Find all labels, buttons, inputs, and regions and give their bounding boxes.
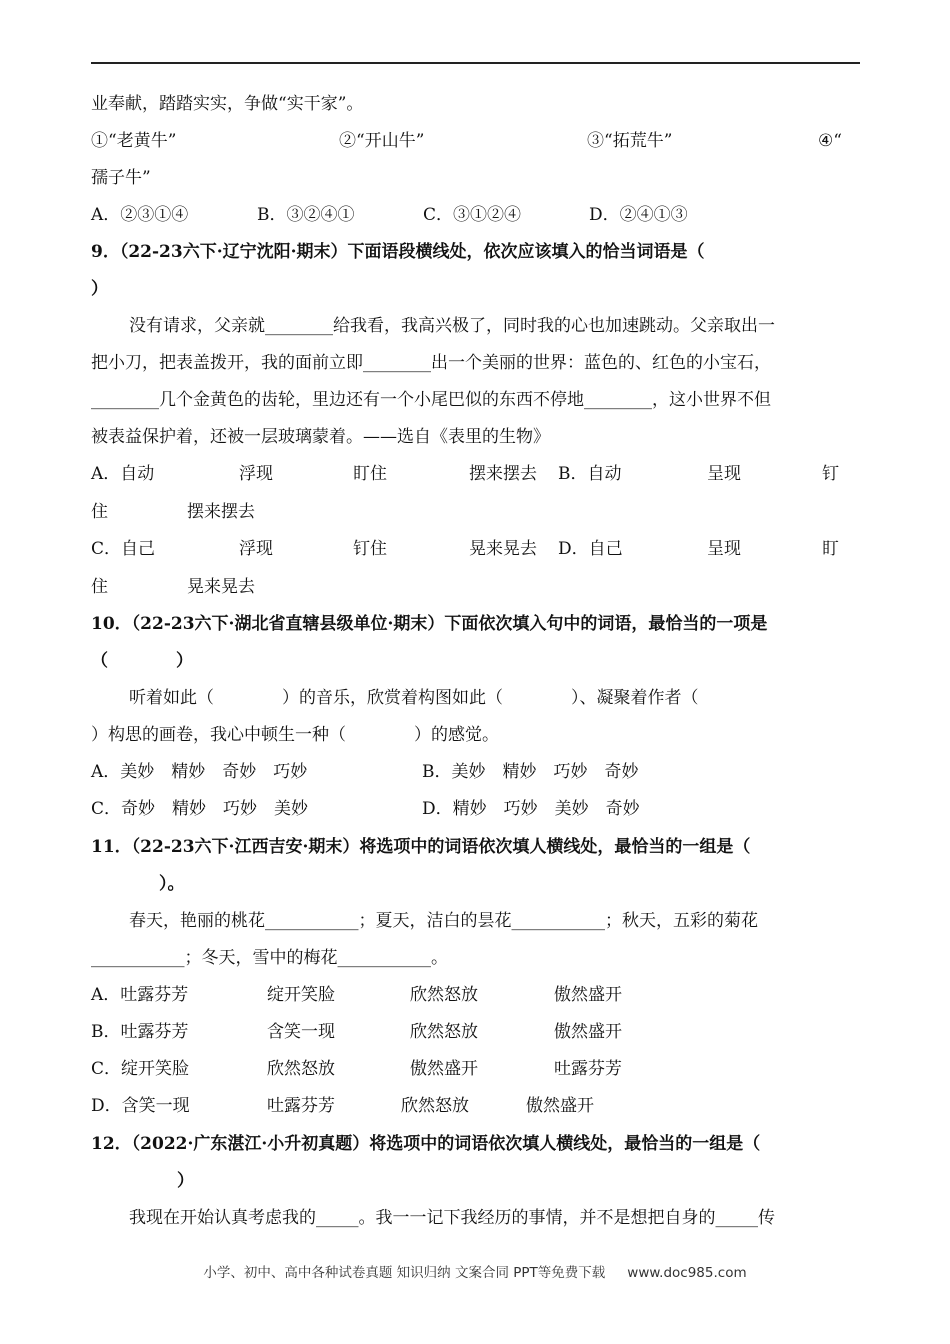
q8-option-a[interactable]: A．②③①④	[91, 205, 189, 225]
q11-option-a-word: 绽开笑脸	[267, 985, 335, 1005]
q9-option-a-word: 盯住	[353, 464, 387, 484]
footer-link[interactable]: www.doc985.com	[627, 1265, 747, 1281]
q9-option-d-word: 住	[91, 577, 108, 597]
q9-stem: 9．（22-23六下·辽宁沈阳·期末）下面语段横线处，依次应该填入的恰当词语是（	[91, 242, 705, 262]
q11-stem-end: ）。	[159, 874, 185, 894]
q9-option-d-word: 晃来晃去	[187, 577, 255, 597]
q11-option-d[interactable]: D．含笑一现	[91, 1096, 190, 1116]
q10-stem: 10．（22-23六下·湖北省直辖县级单位·期末）下面依次填入句中的词语，最恰当的一项是	[91, 614, 768, 634]
q8-item-3: ③“拓荒牛”	[587, 131, 673, 151]
q9-option-c-word: 钉住	[353, 539, 387, 559]
q9-option-d-word: 呈现	[707, 539, 741, 559]
q9-option-b-word: 摆来摆去	[187, 502, 255, 522]
q10-option-c[interactable]: C．奇妙 精妙 巧妙 美妙	[91, 799, 309, 819]
q12-passage-1: 我现在开始认真考虑我的_____。我一一记下我经历的事情，并不是想把自身的_____传	[129, 1208, 775, 1228]
q8-option-b[interactable]: B．③②④①	[257, 205, 355, 225]
q8-option-c[interactable]: C．③①②④	[423, 205, 522, 225]
q11-option-a-word: 傲然盛开	[554, 985, 622, 1005]
q9-option-b-word: 呈现	[707, 464, 741, 484]
q9-option-b-word: 钉	[822, 464, 839, 484]
q10-passage-2: ）构思的画卷，我心中顿生一种（ ）的感觉。	[91, 725, 499, 745]
q8-item-1: ①“老黄牛”	[91, 131, 177, 151]
q8-option-d[interactable]: D．②④①③	[589, 205, 688, 225]
q11-option-c-word: 欣然怒放	[267, 1059, 335, 1079]
q9-option-a-word: 浮现	[239, 464, 273, 484]
q12-stem: 12．（2022·广东湛江·小升初真题）将选项中的词语依次填人横线处，最恰当的一组是（	[91, 1134, 761, 1154]
q8-item-4a: ④“	[818, 131, 842, 151]
q11-option-d-word: 傲然盛开	[526, 1096, 594, 1116]
page-footer	[0, 1261, 950, 1281]
footer-text: 小学、初中、高中各种试卷真题 知识归纳 文案合同 PPT等免费下载	[203, 1265, 606, 1281]
q11-option-c-word: 吐露芬芳	[554, 1059, 622, 1079]
q11-passage-1: 春天，艳丽的桃花___________；夏天，洁白的昙花___________；秋天，五彩的菊花	[129, 911, 758, 931]
q9-option-b-word: 住	[91, 502, 108, 522]
q8-item-2: ②“开山牛”	[339, 131, 425, 151]
q10-stem-end: （ ）	[91, 651, 193, 671]
q11-passage-2: ___________；冬天，雪中的梅花___________。	[91, 948, 448, 968]
q10-option-b[interactable]: B．美妙 精妙 巧妙 奇妙	[422, 762, 639, 782]
q11-option-a[interactable]: A．吐露芬芳	[91, 985, 189, 1005]
q11-option-b[interactable]: B．吐露芬芳	[91, 1022, 189, 1042]
q8-tail: 业奉献，踏踏实实，争做“实干家”。	[91, 94, 364, 114]
q11-option-d-word: 欣然怒放	[401, 1096, 469, 1116]
q8-item-4b: 孺子牛”	[91, 168, 151, 188]
q12-stem-end: ）	[177, 1171, 194, 1191]
q9-option-b[interactable]: B．自动	[558, 464, 622, 484]
q11-option-b-word: 傲然盛开	[554, 1022, 622, 1042]
q11-option-d-word: 吐露芬芳	[267, 1096, 335, 1116]
header-rule	[91, 62, 860, 64]
q9-option-c-word: 晃来晃去	[469, 539, 537, 559]
q9-passage-4: 被表益保护着，还被一层玻璃蒙着。——选自《表里的生物》	[91, 427, 550, 447]
q9-stem-end: ）	[91, 279, 108, 299]
q10-passage-1: 听着如此（ ）的音乐，欣赏着构图如此（ ）、凝聚着作者（	[129, 688, 699, 708]
q9-option-d-word: 盯	[822, 539, 839, 559]
q9-option-d[interactable]: D．自己	[558, 539, 623, 559]
q10-option-a[interactable]: A．美妙 精妙 奇妙 巧妙	[91, 762, 308, 782]
q11-option-b-word: 欣然怒放	[410, 1022, 478, 1042]
q11-option-a-word: 欣然怒放	[410, 985, 478, 1005]
q9-option-a[interactable]: A．自动	[91, 464, 155, 484]
q9-passage-1: 没有请求，父亲就________给我看，我高兴极了，同时我的心也加速跳动。父亲取出一	[129, 316, 775, 336]
q11-option-b-word: 含笑一现	[267, 1022, 335, 1042]
q9-passage-3: ________几个金黄色的齿轮，里边还有一个小尾巴似的东西不停地________，这小世界不但	[91, 390, 771, 410]
q9-option-a-word: 摆来摆去	[469, 464, 537, 484]
q9-option-c[interactable]: C．自己	[91, 539, 156, 559]
q11-stem: 11．（22-23六下·江西吉安·期末）将选项中的词语依次填人横线处，最恰当的一组是（	[91, 837, 751, 857]
q11-option-c-word: 傲然盛开	[410, 1059, 478, 1079]
q9-option-c-word: 浮现	[239, 539, 273, 559]
q11-option-c[interactable]: C．绽开笑脸	[91, 1059, 190, 1079]
q9-passage-2: 把小刀，把表盖拨开，我的面前立即________出一个美丽的世界：蓝色的、红色的小宝石，	[91, 353, 771, 373]
q10-option-d[interactable]: D．精妙 巧妙 美妙 奇妙	[422, 799, 640, 819]
